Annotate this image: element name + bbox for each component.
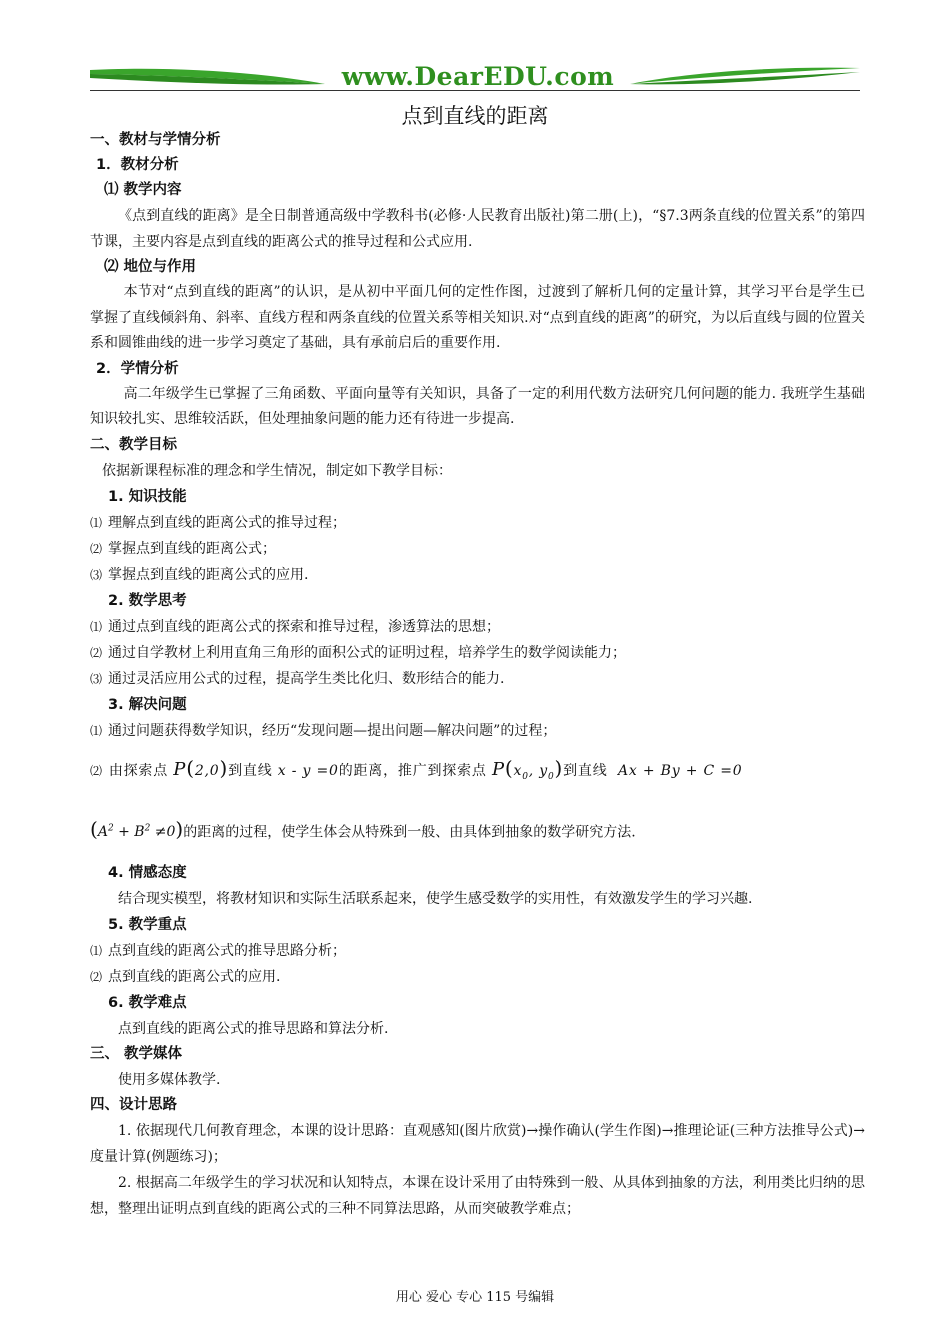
condition-formula: $(A^2 + B^2 \ne 0)$ — [90, 817, 184, 842]
subheading-1-2: 2．学情分析 — [96, 360, 179, 377]
goal-heading-difficulties: 6. 教学难点 — [108, 994, 187, 1011]
subheading-1-1b: ⑵ 地位与作用 — [104, 259, 197, 275]
list-item: ⑶ 通过灵活应用公式的过程，提高学生类比化归、数形结合的能力. — [90, 670, 505, 687]
list-item: ⑵ 点到直线的距离公式的应用. — [90, 968, 281, 985]
goals-intro: 依据新课程标准的理念和学生情况，制定如下教学目标： — [102, 462, 452, 479]
line-formula-general: Ax + By + C =0 — [612, 762, 743, 779]
paragraph-attitude: 结合现实模型，将教材知识和实际生活联系起来，使学生感受数学的实用性，有效激发学生的学习兴趣. — [118, 890, 753, 907]
paragraph-design-2: 2. 根据高二年级学生的学习状况和认知特点，本课在设计采用了由特殊到一般、从具体到抽象的方法，利用类比归纳的思想，整理出证明点到直线的距离公式的三种不同算法思路，从而突破教学难点； — [90, 1174, 865, 1217]
subheading-1-1a: ⑴ 教学内容 — [104, 182, 182, 198]
page-title: 点到直线的距离 — [401, 104, 549, 128]
document-body — [90, 128, 865, 1222]
list-item: ⑵ 掌握点到直线的距离公式； — [90, 540, 277, 557]
point-p-formula: P(2,0) — [173, 755, 229, 780]
goal-heading-thinking: 2. 数学思考 — [108, 592, 187, 609]
point-p0-formula: $P(x_0$, $y_0$) — [491, 755, 564, 782]
goal-heading-problem-solving: 3. 解决问题 — [108, 696, 187, 713]
section-heading-2: 二、教学目标 — [90, 436, 177, 453]
page-footer: 用心 爱心 专心 115 号编辑 — [395, 1290, 555, 1305]
list-item: ⑴ 通过问题获得数学知识，经历“发现问题—提出问题—解决问题”的过程； — [90, 722, 557, 739]
paragraph-difficulties: 点到直线的距离公式的推导思路和算法分析. — [118, 1020, 389, 1037]
paragraph-media: 使用多媒体教学. — [118, 1071, 221, 1088]
site-logo-text: www.DearEDU.com — [341, 62, 615, 91]
list-item: ⑴ 理解点到直线的距离公式的推导过程； — [90, 514, 347, 531]
paragraph-teaching-content: 《点到直线的距离》是全日制普通高级中学教科书(必修·人民教育出版社)第二册(上)，“§7.3两条直线的位置关系”的第四节课，主要内容是点到直线的距离公式的推导过程和公式应用. — [90, 208, 865, 250]
goal-heading-knowledge: 1. 知识技能 — [108, 488, 187, 505]
list-item-math-cont: $(A^2 + B^2 \ne 0)$的距离的过程，使学生体会从特殊到一般、由具体到抽象的数学研究方法. — [90, 817, 636, 842]
list-item: ⑴ 通过点到直线的距离公式的探索和推导过程，渗透算法的思想； — [90, 618, 501, 635]
list-item: ⑴ 点到直线的距离公式的推导思路分析； — [90, 942, 347, 959]
section-heading-1: 一、教材与学情分析 — [90, 132, 221, 148]
paragraph-role: 本节对“点到直线的距离”的认识，是从初中平面几何的定性作图，过渡到了解析几何的定量计算，其学习平台是学生已掌握了直线倾斜角、斜率、直线方程和两条直线的位置关系等相关知识.对“点到直线的距离”的研究，为以后直线与圆的位置关系和圆锥曲线的进一步学习奠定了基础，具有承前启后的重要作用. — [90, 284, 865, 351]
paragraph-student-analysis: 高二年级学生已掌握了三角函数、平面向量等有关知识，具备了一定的利用代数方法研究几何问题的能力. 我班学生基础知识较扎实、思维较活跃，但处理抽象问题的能力还有待进一步提高. — [90, 385, 865, 427]
section-heading-4: 四、设计思路 — [90, 1096, 177, 1113]
list-item: ⑶ 掌握点到直线的距离公式的应用. — [90, 566, 309, 583]
list-item-math: ⑵ 由探索点 P(2,0)到直线 x - y =0的距离，推广到探索点 $P(x_0$, $y_0$)到直线 Ax + By + C =0 — [90, 755, 743, 782]
goal-heading-attitude: 4. 情感态度 — [108, 864, 187, 881]
list-item: ⑵ 通过自学教材上利用直角三角形的面积公式的证明过程，培养学生的数学阅读能力； — [90, 644, 627, 661]
line-formula-1: x - y =0 — [277, 762, 339, 779]
paragraph-design-1: 1. 依据现代几何教育理念，本课的设计思路：直观感知(图片欣赏)→操作确认(学生作图)→推理论证(三种方法推导公式)→度量计算(例题练习)； — [90, 1122, 865, 1165]
subheading-1-1: 1．教材分析 — [96, 157, 179, 173]
section-heading-3: 三、 教学媒体 — [90, 1045, 183, 1062]
goal-heading-key-points: 5. 教学重点 — [108, 916, 187, 933]
